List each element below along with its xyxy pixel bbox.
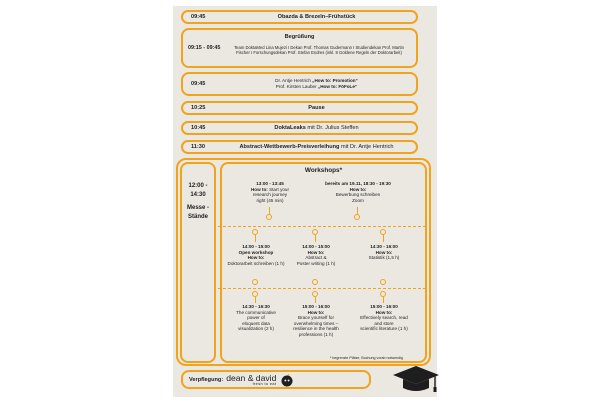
- ws-time: 14:00 - 15:00: [242, 244, 270, 249]
- promo-talk-2: „How to: FöFoLe“: [317, 84, 358, 89]
- ws-time: 15:00 - 16:00: [370, 304, 398, 309]
- ws-open: Open workshop: [238, 249, 274, 255]
- messe-label-1: Messe -: [186, 205, 209, 211]
- ws-desc-1: The communicative: [236, 309, 276, 315]
- ws-desc-3: resilience in the health: [293, 326, 339, 332]
- ws-desc-1: Statistik (1,5 h): [368, 255, 400, 261]
- row-time: 10:45: [191, 125, 206, 131]
- ws-desc-1: Brace yourself for: [298, 315, 334, 321]
- workshop-start-research: [240, 181, 300, 203]
- connector-node: [380, 279, 386, 285]
- workshop-resilience: [284, 304, 348, 338]
- connector: [315, 297, 316, 303]
- connector-node: [252, 279, 258, 285]
- schedule-row-promotion: [181, 72, 418, 96]
- graduation-cap-icon: [391, 364, 441, 394]
- ws-desc-2: power of: [247, 315, 265, 321]
- messe-time-start: 12:00 -: [188, 183, 208, 189]
- connector: [383, 297, 384, 303]
- ws-desc-3: scientific literature (1 h): [360, 326, 408, 332]
- ws-desc-1: Effectively search, read: [360, 315, 408, 321]
- row-time: 10:25: [191, 105, 206, 111]
- connector: [255, 235, 256, 242]
- ws-howto: How to:: [375, 309, 393, 315]
- row-label: Obazda & Brezeln–Frühstück: [277, 14, 356, 20]
- row-time: 11:30: [191, 144, 205, 150]
- workshop-literature: [352, 304, 416, 332]
- divider-line: [218, 226, 426, 227]
- row-label: Pause: [308, 105, 325, 111]
- ws-desc-1: Doktorarbeit schreiben (1 h): [227, 260, 285, 266]
- messe-label-2: Stände: [187, 214, 208, 220]
- catering-brand: dean & david: [226, 372, 277, 383]
- schedule-row-welcome: [181, 28, 418, 68]
- ws-desc-1: Abstract &: [305, 255, 327, 261]
- row-time: 09:45: [191, 14, 206, 20]
- ws-desc-3: right (45 min): [256, 197, 284, 203]
- connector-node: [354, 214, 360, 220]
- ws-desc-4: professions (1 h): [298, 331, 334, 337]
- schedule-row-breakfast: [181, 10, 418, 24]
- messe-time-end: 14:30: [190, 192, 206, 198]
- ws-howto: How to:: [349, 186, 367, 192]
- dean-david-logo-icon: [280, 373, 294, 387]
- workshop-data-visualization: [226, 304, 286, 332]
- ws-desc-1: Bewerbung schreiben: [335, 192, 381, 198]
- row-label-rest: mit Dr. Antje Hentrich: [339, 144, 394, 150]
- connector-node: [312, 279, 318, 285]
- row-label-bold: Abstract-Wettbewerb-Preisverleihung: [239, 144, 340, 150]
- ws-desc-2: and store: [374, 320, 394, 326]
- welcome-time: 09:15 - 09:45: [188, 45, 221, 51]
- ws-desc-2: research journey: [252, 192, 288, 198]
- ws-time: 13:00 - 13:45: [256, 181, 284, 186]
- catering-tagline: fresh to eat: [252, 381, 277, 386]
- ws-desc-2: Zoom: [352, 197, 364, 203]
- ws-howto: How to:: [247, 255, 265, 261]
- ws-time: 14:00 - 15:00: [302, 244, 330, 249]
- ws-howto: How to:: [307, 309, 325, 315]
- promo-speaker-2: Prof. Kirsten Lauber: [275, 84, 318, 89]
- promo-talk-1: „How to: Promotion“: [312, 78, 358, 83]
- connector-node: [266, 214, 272, 220]
- catering-box: [181, 370, 371, 389]
- workshop-statistik: [356, 244, 412, 261]
- row-time: 09:45: [191, 81, 206, 87]
- ws-desc-2: Poster writing (1 h): [296, 260, 336, 266]
- ws-desc-3: eloquent data: [242, 320, 270, 326]
- schedule-row-doktaleaks: [181, 121, 418, 135]
- workshops-footnote: * begrenzte Plätze, Buchung vorab notwendig: [330, 356, 403, 360]
- ws-desc-2: overwhelming times –: [293, 320, 339, 326]
- workshop-doktorarbeit: [225, 244, 287, 266]
- ws-howto: How to:: [375, 249, 393, 255]
- schedule-row-award: [181, 140, 418, 154]
- ws-desc-4: visualization (2 h): [238, 326, 274, 332]
- row-label-rest: mit Dr. Julius Steffen: [305, 125, 359, 131]
- row-label-bold: DoktaLeaks: [274, 125, 306, 131]
- connector: [315, 235, 316, 242]
- divider-line: [218, 288, 426, 289]
- welcome-speakers-line1: Team DoktaMed Lina Mujezi I Dekan Prof. Thomas Gudermann I Studiendekan Prof. Martin: [234, 45, 404, 50]
- promo-speaker-1: Dr. Antje Hentrich: [275, 78, 313, 83]
- welcome-speakers-line2: Fischer I Forschungsdekan Prof. Stefan Endres (inkl. 8 Goldene Regeln der Doktorarbeit): [236, 50, 402, 56]
- connector: [383, 235, 384, 242]
- ws-time: 14:30 - 16:00: [370, 244, 398, 249]
- ws-howto: How to:: [250, 186, 268, 192]
- connector: [255, 297, 256, 303]
- workshops-title: Workshops*: [304, 167, 343, 174]
- workshop-abstract-poster: [288, 244, 344, 266]
- welcome-title: Begrüßung: [284, 34, 315, 40]
- ws-howto: How to:: [307, 249, 325, 255]
- ws-time: 15:00 - 16:00: [302, 304, 330, 309]
- workshop-bewerbung: [322, 181, 394, 203]
- ws-desc-1: Start your: [269, 186, 290, 192]
- ws-time: bereits am 19.11, 18:30 - 19:30: [325, 181, 391, 186]
- catering-label: Verpflegung:: [189, 376, 224, 383]
- schedule-row-pause: [181, 101, 418, 115]
- messe-staende-box: [180, 162, 216, 363]
- ws-time: 14:30 - 16:30: [242, 304, 270, 309]
